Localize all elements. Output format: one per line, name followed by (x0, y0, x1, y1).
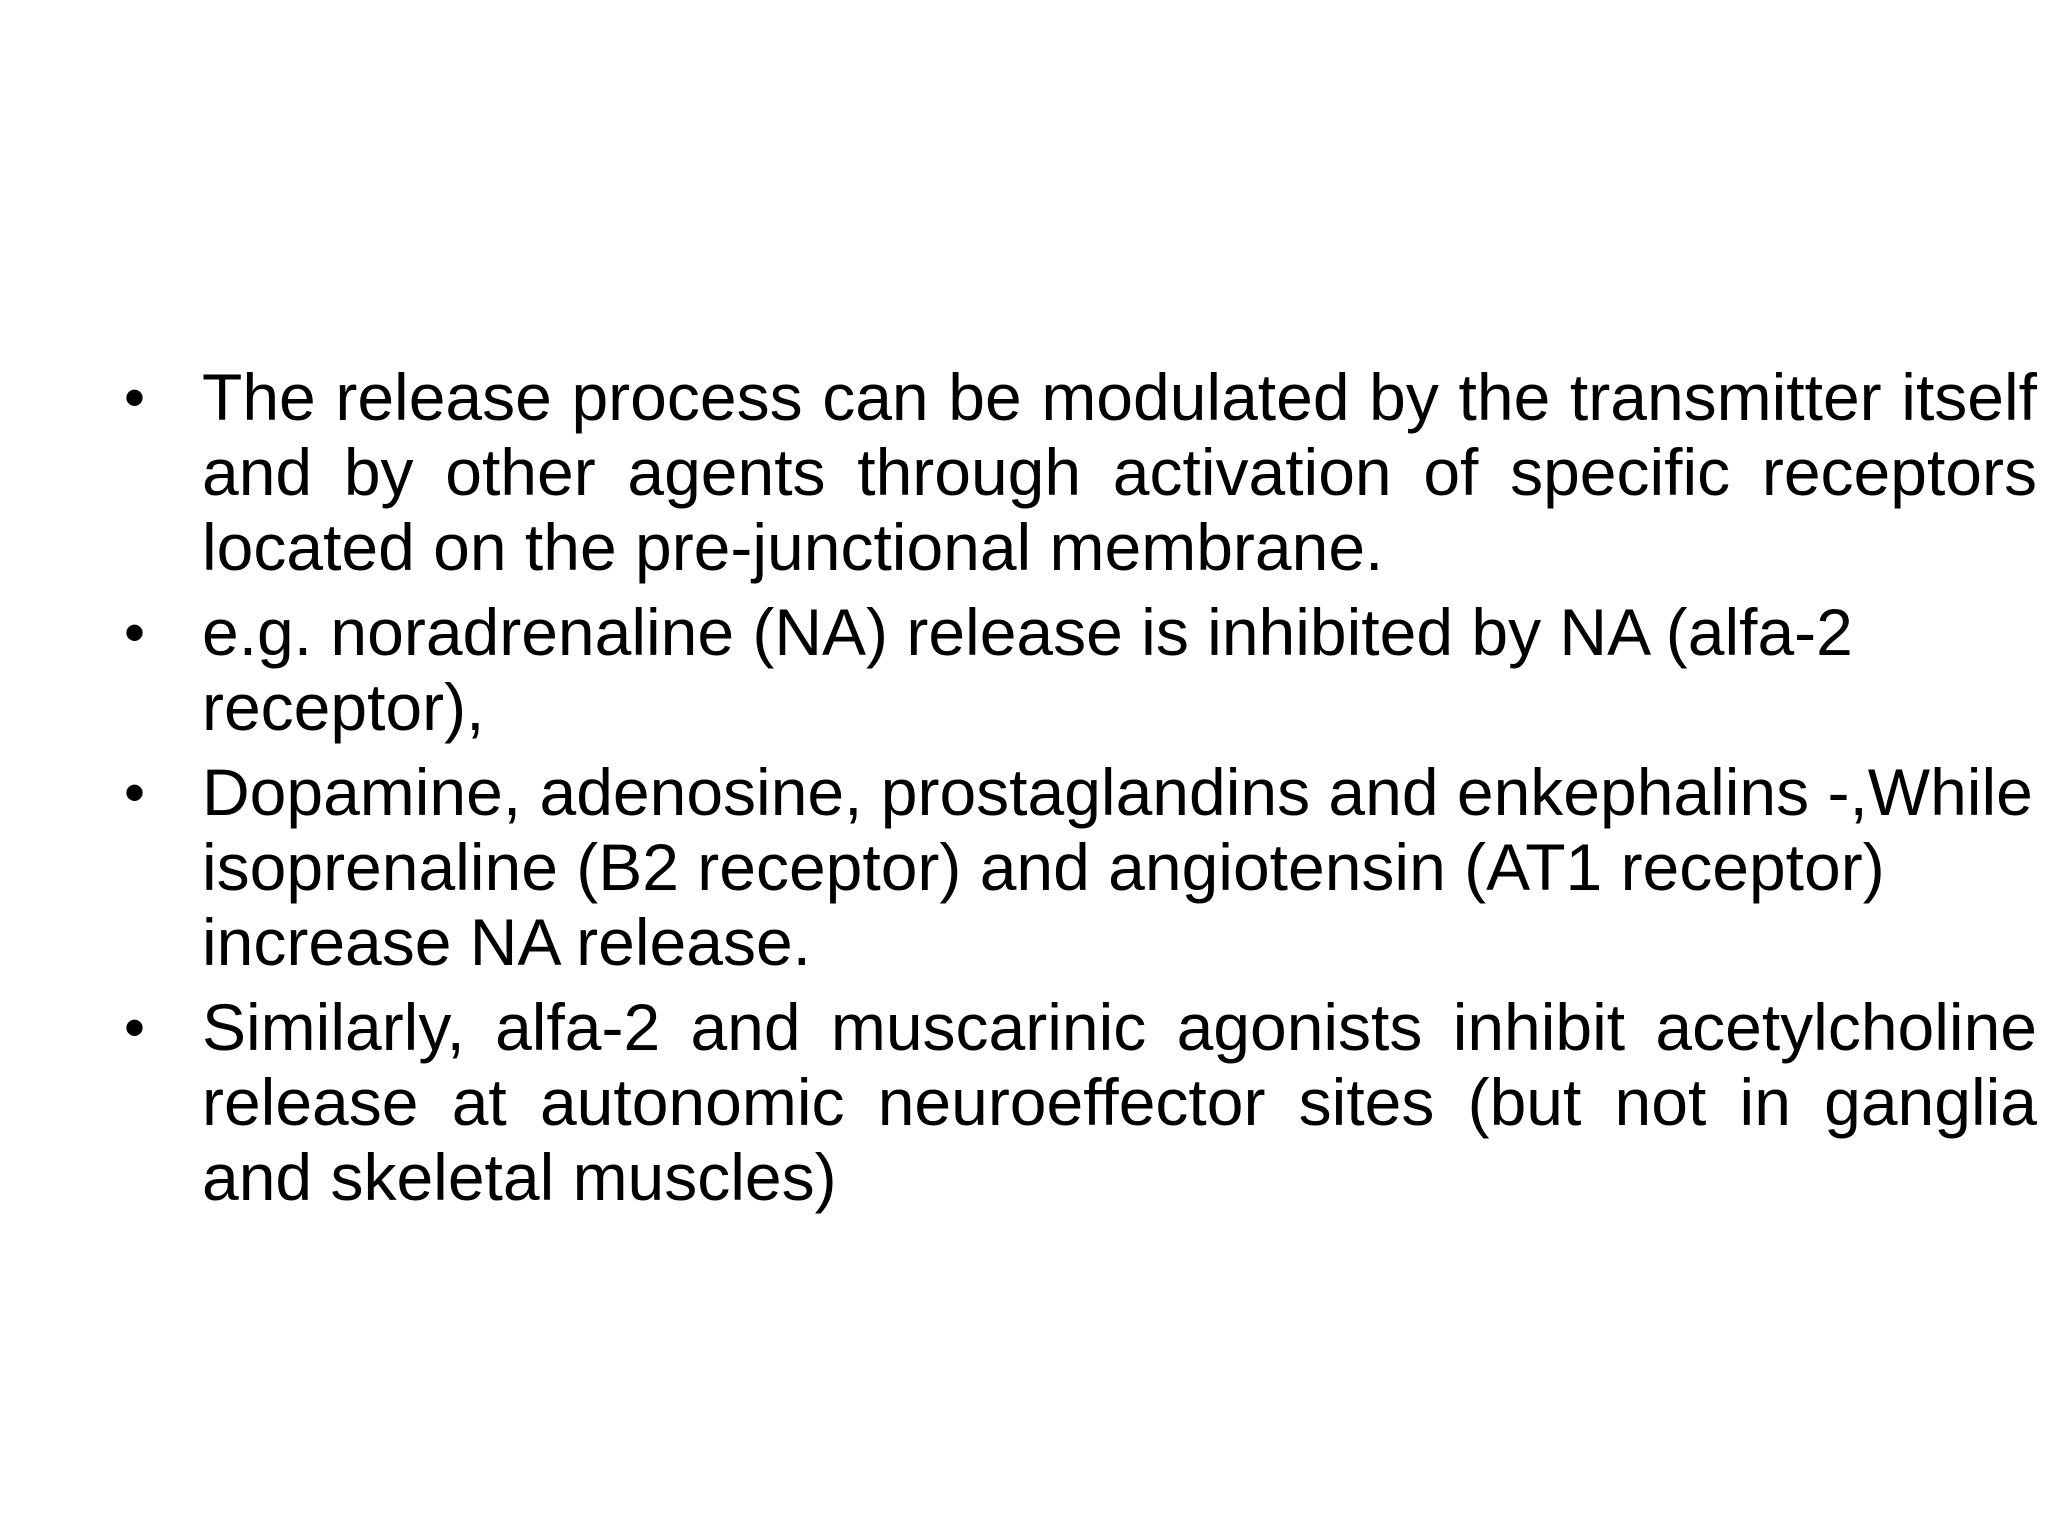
bullet-dot-icon: • (124, 759, 146, 826)
bullet-dot-icon: • (124, 599, 146, 666)
bullet-text-4: Similarly, alfa-2 and muscarinic agonists inhibit acetylcholine release at autonomic neuroeffector sites (but not in ganglia and skeletal muscles) (202, 990, 2037, 1214)
bullet-dot-icon: • (124, 994, 146, 1061)
bullet-item-3 (112, 755, 2033, 980)
bullet-text-3: Dopamine, adenosine, prostaglandins and enkephalins -,While isoprenaline (B2 receptor) and angiotensin (AT1 receptor) increase NA release. (202, 755, 2033, 979)
bullet-list (112, 360, 2037, 1215)
bullet-text-2: e.g. noradrenaline (NA) release is inhibited by NA (alfa-2 receptor), (202, 595, 1853, 744)
slide-content (112, 360, 2037, 1225)
bullet-item-1 (112, 360, 2037, 585)
bullet-text-1: The release process can be modulated by the transmitter itself and by other agents through activation of specific receptors located on the pre-junctional membrane. (202, 360, 2037, 584)
bullet-item-2 (112, 595, 1932, 745)
bullet-item-4 (112, 990, 2037, 1215)
bullet-dot-icon: • (124, 364, 146, 431)
